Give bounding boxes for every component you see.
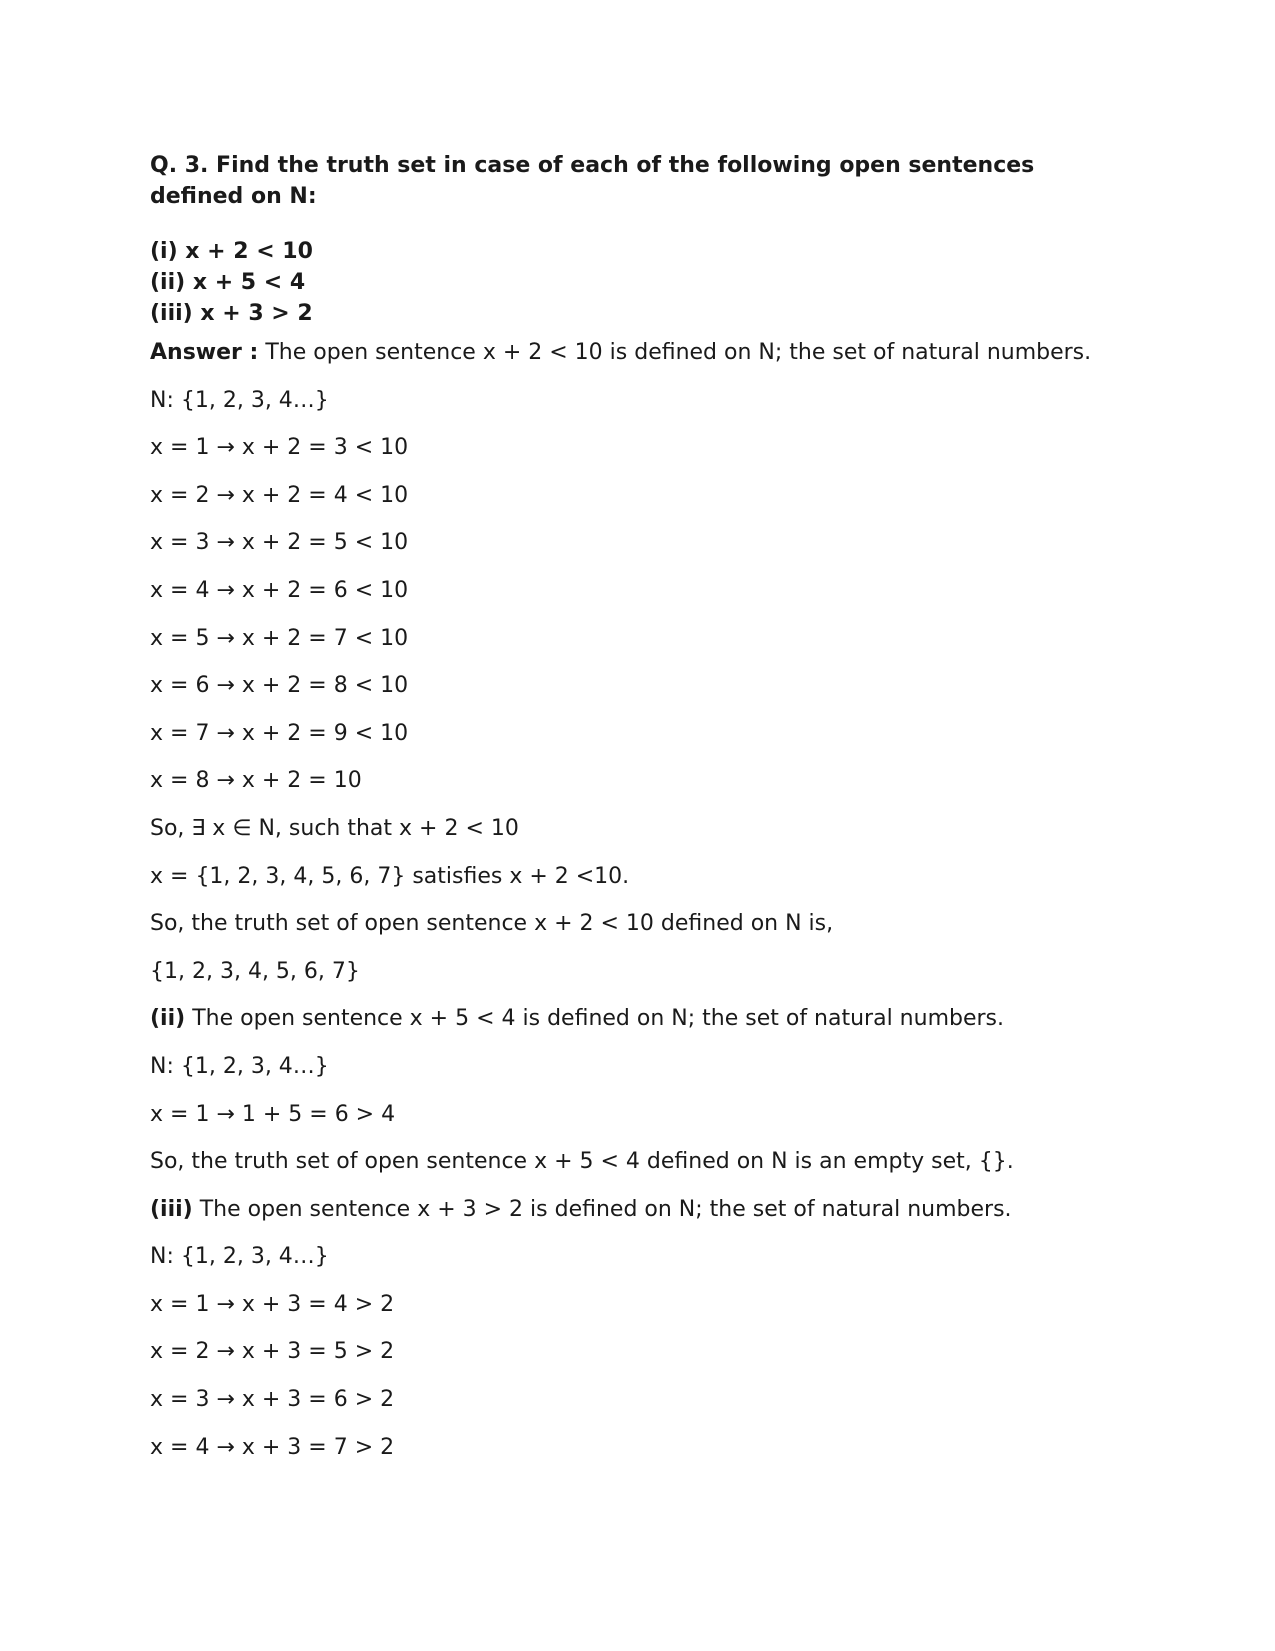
line-text: x = {1, 2, 3, 4, 5, 6, 7} satisfies x + 2 <10. — [150, 863, 630, 889]
line-text: x = 5 → x + 2 = 7 < 10 — [150, 625, 409, 651]
line-text: x = 1 → x + 3 = 4 > 2 — [150, 1291, 395, 1317]
line-text: {1, 2, 3, 4, 5, 6, 7} — [150, 958, 360, 984]
answer-line — [150, 912, 1130, 960]
line-text: x = 1 → 1 + 5 = 6 > 4 — [150, 1101, 396, 1127]
line-text: So, the truth set of open sentence x + 5 < 4 defined on N is an empty set, {}. — [150, 1149, 1014, 1175]
answer-line — [150, 484, 1130, 532]
line-text: x = 4 → x + 2 = 6 < 10 — [150, 577, 409, 603]
answer-label: Answer : — [150, 340, 259, 365]
answer-line — [150, 531, 1130, 579]
answer-line — [150, 341, 1130, 389]
answer-body — [150, 341, 1130, 1483]
answer-line — [150, 1340, 1130, 1388]
answer-line — [150, 1245, 1130, 1293]
line-text: N: {1, 2, 3, 4…} — [150, 387, 329, 413]
line-text: The open sentence x + 3 > 2 is defined on N; the set of natural numbers. — [192, 1196, 1012, 1222]
part-i: (i) x + 2 < 10 — [150, 239, 313, 264]
answer-line — [150, 960, 1130, 1008]
line-text: x = 3 → x + 2 = 5 < 10 — [150, 530, 409, 556]
answer-line — [150, 1388, 1130, 1436]
question-heading: Q. 3. Find the truth set in case of each of the following open sentences defined on N: — [150, 153, 1035, 209]
line-text: x = 8 → x + 2 = 10 — [150, 768, 362, 794]
answer-line — [150, 817, 1130, 865]
line-text: x = 2 → x + 3 = 5 > 2 — [150, 1339, 395, 1365]
line-text: The open sentence x + 5 < 4 is defined on N; the set of natural numbers. — [185, 1006, 1004, 1032]
part-ii-label: (ii) — [150, 1006, 186, 1032]
line-text: x = 4 → x + 3 = 7 > 2 — [150, 1434, 395, 1460]
part-iii: (iii) x + 3 > 2 — [150, 301, 313, 326]
line-text: So, ∃ x ∈ N, such that x + 2 < 10 — [150, 815, 519, 841]
answer-line — [150, 1150, 1130, 1198]
part-ii: (ii) x + 5 < 4 — [150, 270, 306, 295]
line-text: x = 3 → x + 3 = 6 > 2 — [150, 1387, 395, 1413]
answer-line — [150, 436, 1130, 484]
line-text: x = 2 → x + 2 = 4 < 10 — [150, 482, 409, 508]
answer-line — [150, 627, 1130, 675]
answer-line — [150, 1055, 1130, 1103]
answer-line — [150, 579, 1130, 627]
line-text: The open sentence x + 2 < 10 is defined on N; the set of natural numbers. — [258, 340, 1092, 365]
answer-line — [150, 1103, 1130, 1151]
part-iii-label: (iii) — [150, 1196, 193, 1222]
answer-line — [150, 1293, 1130, 1341]
line-text: So, the truth set of open sentence x + 2 < 10 defined on N is, — [150, 911, 834, 937]
answer-line — [150, 674, 1130, 722]
line-text: N: {1, 2, 3, 4…} — [150, 1053, 329, 1079]
answer-line — [150, 1436, 1130, 1484]
answer-line — [150, 1007, 1130, 1055]
answer-line — [150, 722, 1130, 770]
line-text: x = 7 → x + 2 = 9 < 10 — [150, 720, 409, 746]
line-text: x = 1 → x + 2 = 3 < 10 — [150, 435, 409, 461]
line-text: N: {1, 2, 3, 4…} — [150, 1244, 329, 1270]
answer-line — [150, 1198, 1130, 1246]
answer-line — [150, 389, 1130, 437]
question-parts — [150, 236, 1130, 329]
line-text: x = 6 → x + 2 = 8 < 10 — [150, 673, 409, 699]
answer-line — [150, 865, 1130, 913]
document-page — [150, 150, 1130, 1483]
answer-line — [150, 769, 1130, 817]
